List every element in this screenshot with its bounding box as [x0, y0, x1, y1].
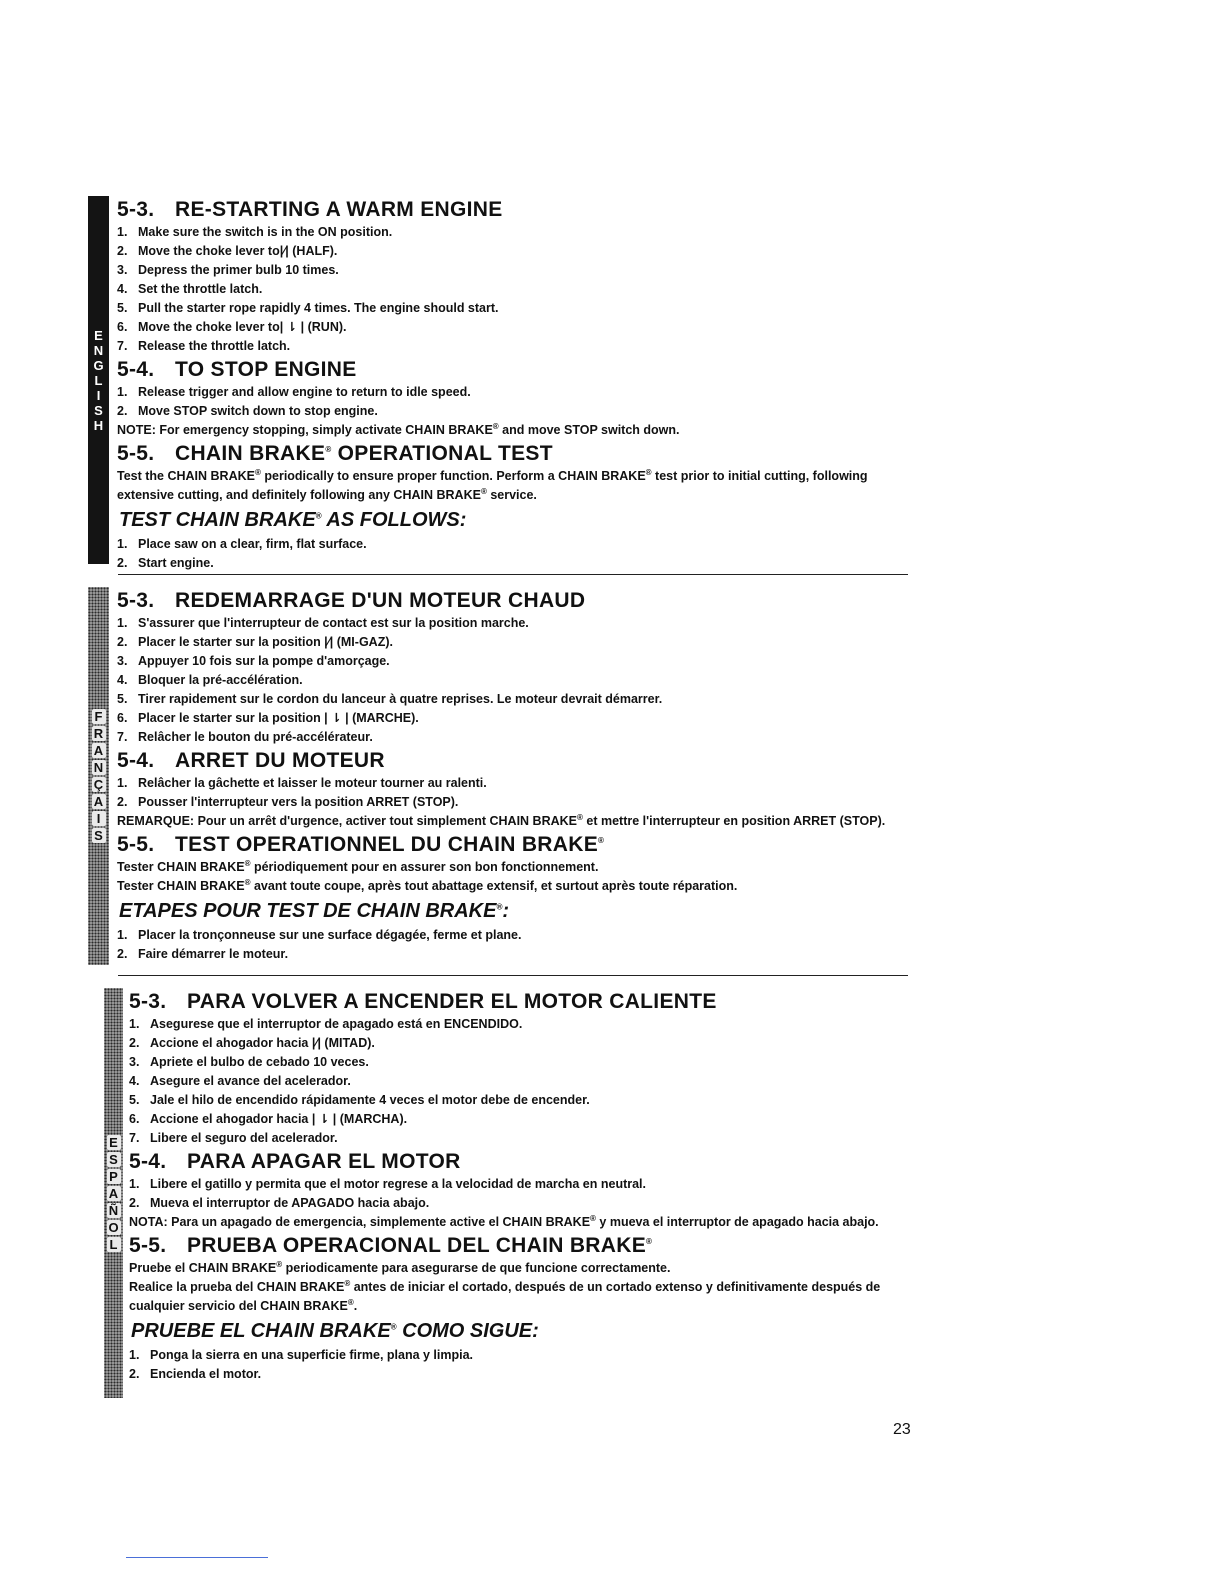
- test-paragraph-line: Tester CHAIN BRAKE® avant toute coupe, après tout abattage extensif, et surtout après toute réparation.: [117, 877, 738, 893]
- tab-letter: A: [92, 794, 106, 809]
- etapes-steps: [117, 926, 918, 964]
- prueba-paragraph-line: Realice la prueba del CHAIN BRAKE® antes de iniciar el cortado, después de un cortado extenso y definitivamente después de cualquier servicio del CHAIN BRAKE®.: [129, 1278, 881, 1313]
- list-item: 1. Release trigger and allow engine to return to idle speed.: [117, 385, 471, 399]
- list-item: 2. Placer le starter sur la position |⁄| (MI-GAZ).: [117, 635, 393, 649]
- tab-letter: L: [107, 1237, 121, 1252]
- tab-letter: L: [94, 372, 103, 388]
- arret-steps: [117, 774, 918, 812]
- tab-letter: E: [94, 327, 103, 343]
- tab-letter: S: [92, 828, 106, 843]
- tab-letter: I: [96, 387, 101, 403]
- list-item: 1. Make sure the switch is in the ON position.: [117, 225, 393, 239]
- list-item: 4. Bloquer la pré-accélération.: [117, 673, 303, 687]
- list-item: 3. Appuyer 10 fois sur la pompe d'amorçage.: [117, 654, 390, 668]
- chain-brake-paragraph: Test the CHAIN BRAKE® periodically to ensure proper function. Perform a CHAIN BRAKE® test prior to initial cutting, following extensive cutting, and definitely following any CHAIN BRAKE® service.: [117, 467, 868, 502]
- tab-letter: F: [92, 709, 106, 724]
- pruebe-steps: [129, 1346, 918, 1384]
- heading-chain-brake-test: 5-5. CHAIN BRAKE® OPERATIONAL TEST: [117, 442, 553, 465]
- tab-letter: S: [107, 1152, 121, 1167]
- footer-underline: [126, 1557, 268, 1558]
- apagar-note: NOTA: Para un apagado de emergencia, simplemente active el CHAIN BRAKE® y mueva el interruptor de apagado hacia abajo.: [129, 1213, 879, 1229]
- subheading-test-follows: TEST CHAIN BRAKE® AS FOLLOWS:: [119, 509, 467, 531]
- list-item: 2. Move the choke lever to|⁄| (HALF).: [117, 244, 338, 258]
- list-item: 4. Asegure el avance del acelerador.: [129, 1074, 351, 1088]
- tab-letter: E: [107, 1135, 121, 1150]
- french-content: [117, 587, 918, 964]
- tab-letter: I: [92, 811, 106, 826]
- english-content: [117, 196, 918, 573]
- list-item: 1. Ponga la sierra en una superficie firme, plana y limpia.: [129, 1348, 474, 1362]
- french-section: [88, 587, 918, 965]
- list-item: 7. Relâcher le bouton du pré-accélérateur.: [117, 730, 373, 744]
- heading-prueba-operacional: 5-5. PRUEBA OPERACIONAL DEL CHAIN BRAKE®: [129, 1234, 653, 1257]
- heading-stop-engine: 5-4. TO STOP ENGINE: [117, 358, 357, 381]
- tab-letter: R: [92, 726, 106, 741]
- list-item: 1. S'assurer que l'interrupteur de contact est sur la position marche.: [117, 616, 529, 630]
- stop-note: NOTE: For emergency stopping, simply activate CHAIN BRAKE® and move STOP switch down.: [117, 421, 680, 437]
- test-steps: [117, 535, 918, 573]
- english-language-tab: [88, 196, 109, 564]
- encender-steps: [129, 1015, 918, 1148]
- english-section: [88, 196, 918, 570]
- list-item: 2. Mueva el interruptor de APAGADO hacia abajo.: [129, 1196, 430, 1210]
- apagar-steps: [129, 1175, 918, 1213]
- list-item: 3. Apriete el bulbo de cebado 10 veces.: [129, 1055, 369, 1069]
- heading-test-operationnel: 5-5. TEST OPERATIONNEL DU CHAIN BRAKE®: [117, 833, 605, 856]
- list-item: 2. Start engine.: [117, 556, 214, 570]
- list-item: 6. Move the choke lever to| ⇂ | (RUN).: [117, 320, 347, 334]
- tab-letter: Ñ: [107, 1203, 121, 1218]
- list-item: 7. Libere el seguro del acelerador.: [129, 1131, 338, 1145]
- tab-letter: P: [107, 1169, 121, 1184]
- heading-redemarrage: 5-3. REDEMARRAGE D'UN MOTEUR CHAUD: [117, 589, 586, 612]
- tab-letter: A: [92, 743, 106, 758]
- list-item: 2. Move STOP switch down to stop engine.: [117, 404, 378, 418]
- spanish-language-tab: [104, 988, 123, 1398]
- list-item: 1. Asegurese que el interruptor de apagado está en ENCENDIDO.: [129, 1017, 523, 1031]
- list-item: 5. Tirer rapidement sur le cordon du lanceur à quatre reprises. Le moteur devrait démarrer.: [117, 692, 663, 706]
- restart-steps: [117, 223, 918, 356]
- spanish-section: [88, 988, 918, 1398]
- list-item: 2. Faire démarrer le moteur.: [117, 947, 289, 961]
- list-item: 6. Placer le starter sur la position | ⇂ | (MARCHE).: [117, 711, 419, 725]
- subheading-pruebe: PRUEBE EL CHAIN BRAKE® COMO SIGUE:: [131, 1320, 539, 1342]
- list-item: 1. Place saw on a clear, firm, flat surface.: [117, 537, 367, 551]
- list-item: 2. Encienda el motor.: [129, 1367, 262, 1381]
- page-number: 23: [893, 1421, 911, 1438]
- test-paragraph-line: Tester CHAIN BRAKE® périodiquement pour en assurer son bon fonctionnement.: [117, 858, 599, 874]
- arret-note: REMARQUE: Pour un arrêt d'urgence, activer tout simplement CHAIN BRAKE® et mettre l'interrupteur en position ARRET (STOP).: [117, 812, 886, 828]
- heading-volver-encender: 5-3. PARA VOLVER A ENCENDER EL MOTOR CALIENTE: [129, 990, 717, 1013]
- subheading-etapes: ETAPES POUR TEST DE CHAIN BRAKE®:: [119, 900, 510, 922]
- list-item: 1. Placer la tronçonneuse sur une surface dégagée, ferme et plane.: [117, 928, 522, 942]
- heading-arret-moteur: 5-4. ARRET DU MOTEUR: [117, 749, 385, 772]
- heading-apagar-motor: 5-4. PARA APAGAR EL MOTOR: [129, 1150, 461, 1173]
- tab-letter: H: [93, 417, 104, 433]
- list-item: 1. Libere el gatillo y permita que el motor regrese a la velocidad de marcha en neutral.: [129, 1177, 647, 1191]
- list-item: 5. Pull the starter rope rapidly 4 times. The engine should start.: [117, 301, 499, 315]
- list-item: 4. Set the throttle latch.: [117, 282, 263, 296]
- french-language-tab: [88, 587, 109, 965]
- list-item: 5. Jale el hilo de encendido rápidamente 4 veces el motor debe de encender.: [129, 1093, 590, 1107]
- section-divider: [118, 574, 908, 575]
- tab-letter: A: [107, 1186, 121, 1201]
- list-item: 3. Depress the primer bulb 10 times.: [117, 263, 339, 277]
- redemarrage-steps: [117, 614, 918, 747]
- tab-letter: S: [94, 402, 103, 418]
- tab-letter: G: [93, 357, 104, 373]
- tab-letter: O: [108, 1219, 119, 1235]
- stop-steps: [117, 383, 918, 421]
- tab-letter: N: [93, 342, 104, 358]
- list-item: 2. Accione el ahogador hacia |⁄| (MITAD).: [129, 1036, 375, 1050]
- list-item: 1. Relâcher la gâchette et laisser le moteur tourner au ralenti.: [117, 776, 487, 790]
- section-divider: [118, 975, 908, 976]
- heading-restart-warm-engine: 5-3. RE-STARTING A WARM ENGINE: [117, 198, 503, 221]
- prueba-paragraph-line: Pruebe el CHAIN BRAKE® periodicamente para asegurarse de que funcione correctamente.: [129, 1259, 671, 1275]
- list-item: 6. Accione el ahogador hacia | ⇂ | (MARCHA).: [129, 1112, 408, 1126]
- list-item: 7. Release the throttle latch.: [117, 339, 291, 353]
- spanish-content: [129, 988, 918, 1384]
- tab-letter: Ç: [92, 777, 106, 792]
- list-item: 2. Pousser l'interrupteur vers la position ARRET (STOP).: [117, 795, 459, 809]
- tab-letter: N: [92, 760, 106, 775]
